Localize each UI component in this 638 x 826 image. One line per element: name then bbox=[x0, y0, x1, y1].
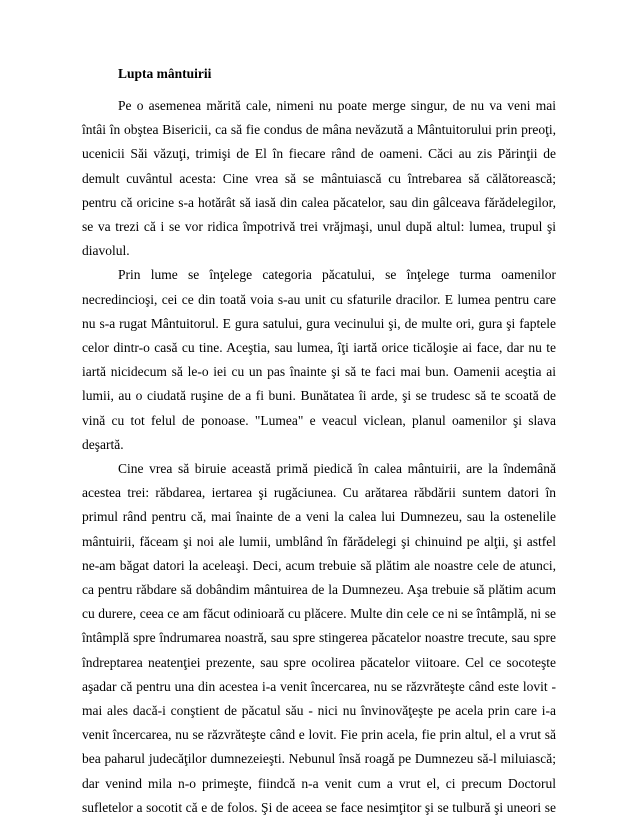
paragraph-2: Prin lume se înţelege categoria păcatului, se înţelege turma oamenilor necredincioşi, cei ce din toată voia s-au unit cu sfaturile dracilor. E lumea pentru care nu s-a rugat Mântuitorul. E gura satului, gura vecinului şi, de multe ori, gura şi faptele celor dintr-o casă cu tine. Aceştia, sau lumea, îţi iartă orice ticăloşie ai face, dar nu te iartă nicidecum să le-o iei cu un pas înainte şi să te faci mai bun. Oamenii aceştia ai lumii, au o ciudată ruşine de a fi buni. Bunătatea îi arde, şi se trudesc să te scoată de vină cu tot felul de ponoase. "Lumea" e veacul viclean, planul oamenilor şi slava deşartă. bbox=[82, 267, 556, 452]
document-page bbox=[82, 66, 556, 820]
paragraph-1: Pe o asemenea mărită cale, nimeni nu poate merge singur, de nu va veni mai întâi în obştea Bisericii, ca să fie condus de mâna nevăzută a Mântuitorului prin preoţi, ucenicii Săi văzuţi, trimişi de El în fiecare rând de oameni. Căci au zis Părinţii de demult cuvântul acesta: Cine vrea să se mântuiască cu întrebarea să călătorească; pentru că oricine s-a hotărât să iasă din calea păcatelor, sau din gâlceava fărădelegilor, se va trezi că i se vor ridica împotrivă trei vrăjmaşi, unul după altul: lumea, trupul şi diavolul. bbox=[82, 98, 556, 259]
document-title: Lupta mântuirii bbox=[118, 66, 212, 81]
paragraph-3: Cine vrea să biruie această primă piedică în calea mântuirii, are la îndemână acestea trei: răbdarea, iertarea şi rugăciunea. Cu arătarea răbdării suntem datori în primul rând pentru că, mai înainte de a veni la calea lui Dumnezeu, sau la ostenelile mântuirii, făceam şi noi ale lumii, umblând în fărădelegi şi chinuind pe alţii, şi astfel ne-am băgat datori la aceleaşi. Deci, acum trebuie să plătim ale noastre cele de atunci, ca pentru răbdare să dobândim mântuirea de la Dumnezeu. Aşa trebuie să plătim acum cu durere, ceea ce am făcut odinioară cu plăcere. Multe din cele ce ni se întâmplă, ni se întâmplă spre îndrumarea noastră, sau spre stingerea păcatelor noastre trecute, sau spre îndreptarea neatenţiei prezente, sau spre ocolirea păcatelor viitoare. Cel ce socoteşte aşadar că pentru una din acestea i-a venit încercarea, nu se răzvrăteşte când este lovit - mai ales dacă-i conştient de păcatul său - nici nu învinovăţeşte pe acela prin care i-a venit încercarea, nu se răzvrăteşte când e lovit. Fie prin acela, fie prin altul, el a vrut să bea paharul judecăţilor dumnezeieşti. Nebunul însă roagă pe Dumnezeu să-l miluiască; dar venind mila n-o primeşte, fiindcă n-a venit cum a vrut el, ci precum Doctorul sufletelor a socotit că e de folos. Şi de aceea se face nesimţitor şi se tulbură şi uneori se bbox=[82, 461, 556, 815]
